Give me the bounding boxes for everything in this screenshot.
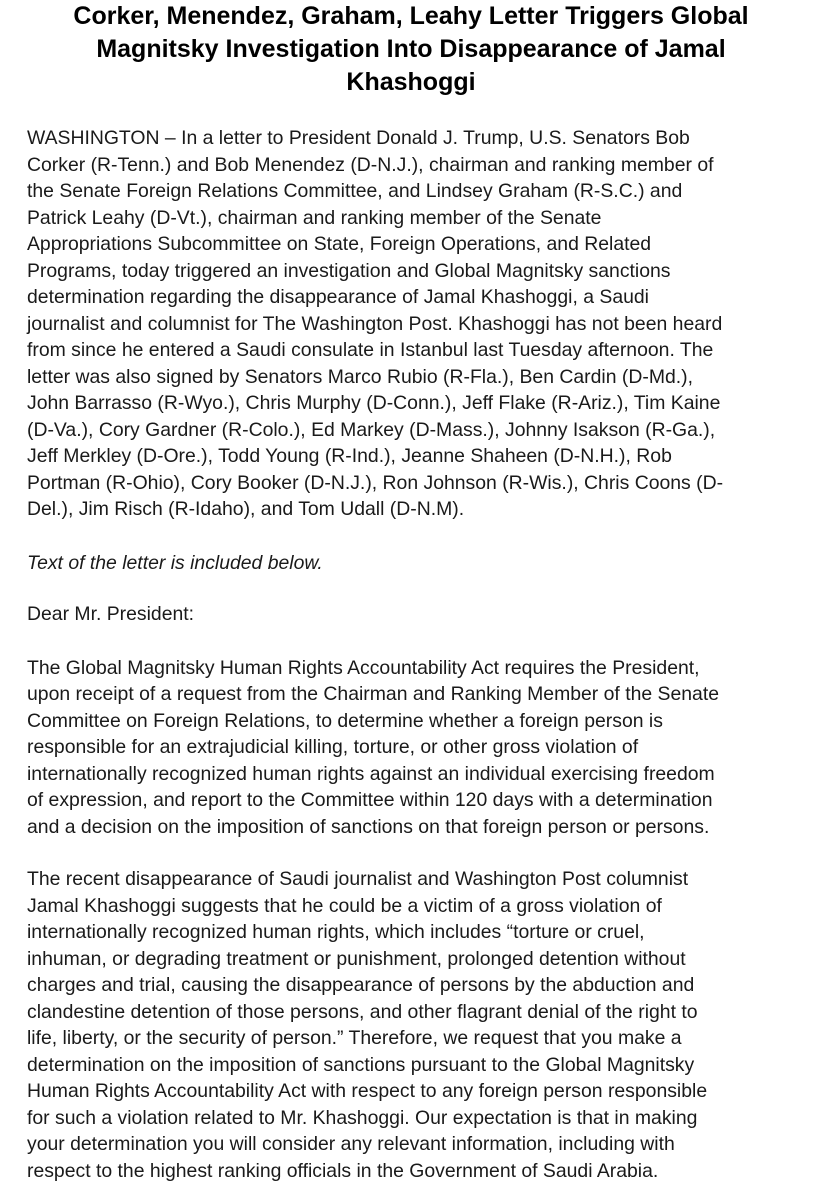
letter-paragraph-2: The recent disappearance of Saudi journalist and Washington Post columnist Jamal Khashoggi suggests that he could be a victim of a gross violation of internationally recognized human rights, which includes “torture or cruel, inhuman, or degrading treatment or punishment, prolonged detention without charges and trial, causing the disappearance of persons by the abduction and clandestine detention of those persons, and other flagrant denial of the right to life, liberty, or the security of person.” Therefore, we request that you make a determination on the imposition of sanctions pursuant to the Global Magnitsky Human Rights Accountability Act with respect to any foreign person responsible for such a violation related to Mr. Khashoggi. Our expectation is that in making your determination you will consider any relevant information, including with respect to the highest ranking officials in the Government of Saudi Arabia. [27,868,708,1182]
intro-paragraph: WASHINGTON – In a letter to President Donald J. Trump, U.S. Senators Bob Corker (R-Tenn.) and Bob Menendez (D-N.J.), chairman and ranking member of the Senate Foreign Relations Committee, and Lindsey Graham (R-S.C.) and Patrick Leahy (D-Vt.), chairman and ranking member of the Senate Appropriations Subcommittee on State, Foreign Operations, and Related Programs, today triggered an investigation and Global Magnitsky sanctions determination regarding the disappearance of Jamal Khashoggi, a Saudi journalist and columnist for The Washington Post. Khashoggi has not been heard from since he entered a Saudi consulate in Istanbul last Tuesday afternoon. The letter was also signed by Senators Marco Rubio (R-Fla.), Ben Cardin (D-Md.), John Barrasso (R-Wyo.), Chris Murphy (D-Conn.), Jeff Flake (R-Ariz.), Tim Kaine (D-Va.), Cory Gardner (R-Colo.), Ed Markey (D-Mass.), Johnny Isakson (R-Ga.), Jeff Merkley (D-Ore.), Todd Young (R-Ind.), Jeanne Shaheen (D-N.H.), Rob Portman (R-Ohio), Cory Booker (D-N.J.), Ron Johnson (R-Wis.), Chris Coons (D- Del.), Jim Risch (R-Idaho), and Tom Udall (D-N.M). [27,127,724,520]
headline: Corker, Menendez, Graham, Leahy Letter Triggers Global Magnitsky Investigation Into Disappearance of Jamal Khashoggi [73,2,749,96]
salutation: Dear Mr. President: [27,603,195,625]
letter-note: Text of the letter is included below. [27,551,323,574]
press-release [27,0,795,1184]
letter-paragraph-1: The Global Magnitsky Human Rights Accountability Act requires the President, upon receipt of a request from the Chairman and Ranking Member of the Senate Committee on Foreign Relations, to determine whether a foreign person is responsible for an extrajudicial killing, torture, or other gross violation of internationally recognized human rights against an individual exercising freedom of expression, and report to the Committee within 120 days with a determination and a decision on the imposition of sanctions on that foreign person or persons. [27,656,719,838]
